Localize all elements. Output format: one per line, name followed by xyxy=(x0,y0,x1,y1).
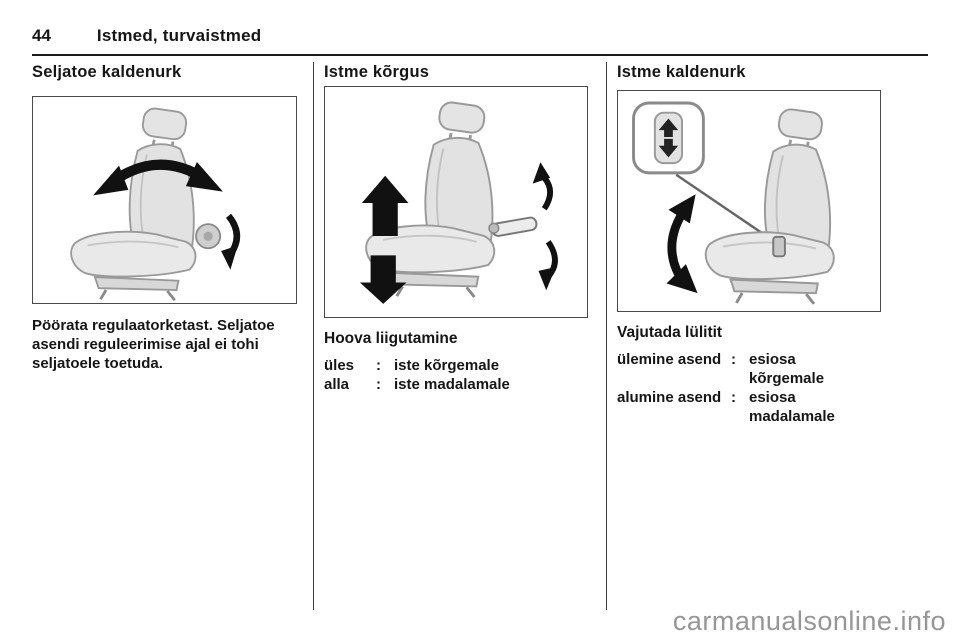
row-separator: : xyxy=(731,351,736,368)
column-seat-tilt xyxy=(607,62,928,610)
adjustment-row xyxy=(324,375,596,394)
row-label: ülemine asend xyxy=(617,351,722,368)
seat-height-lever-figure xyxy=(324,86,588,318)
row-label: üles xyxy=(324,357,355,374)
row-value: iste kõrgemale xyxy=(394,357,500,374)
adjustment-row xyxy=(324,356,596,375)
row-value: esiosa madalamale xyxy=(749,389,835,425)
chapter-title: Istmed, turvaistmed xyxy=(96,26,262,45)
seat-tilt-switch-illustration xyxy=(618,91,880,311)
seat-tilt-switch-figure xyxy=(617,90,881,312)
row-separator: : xyxy=(731,389,736,406)
adjustment-subheading: Hoova liigutamine xyxy=(324,330,458,347)
page-header xyxy=(32,26,928,56)
row-separator: : xyxy=(376,357,381,374)
row-label: alumine asend xyxy=(617,389,722,406)
adjustment-row xyxy=(617,350,928,388)
adjustment-row xyxy=(617,388,928,426)
column-heading: Istme kaldenurk xyxy=(617,63,746,81)
column-heading: Istme kõrgus xyxy=(324,63,430,81)
seat-height-lever-illustration xyxy=(325,87,587,317)
row-value: esiosa kõrgemale xyxy=(749,351,825,387)
row-label: alla xyxy=(324,376,350,393)
row-value: iste madalamale xyxy=(394,376,510,393)
watermark-text: carmanualsonline.info xyxy=(672,606,946,636)
body-paragraph: Pöörata regulaatorketast. Seljatoe asendi reguleerimise ajal ei tohi seljatoele toetuda. xyxy=(32,317,275,372)
adjustment-subheading: Vajutada lülitit xyxy=(617,324,723,341)
seat-backrest-recline-figure xyxy=(32,96,297,304)
column-seat-height xyxy=(314,62,596,610)
page-number: 44 xyxy=(32,26,51,45)
content-columns xyxy=(32,62,928,610)
row-separator: : xyxy=(376,376,381,393)
column-heading: Seljatoe kaldenurk xyxy=(32,63,182,81)
column-backrest-angle xyxy=(32,62,302,610)
seat-backrest-recline-illustration xyxy=(33,97,296,303)
